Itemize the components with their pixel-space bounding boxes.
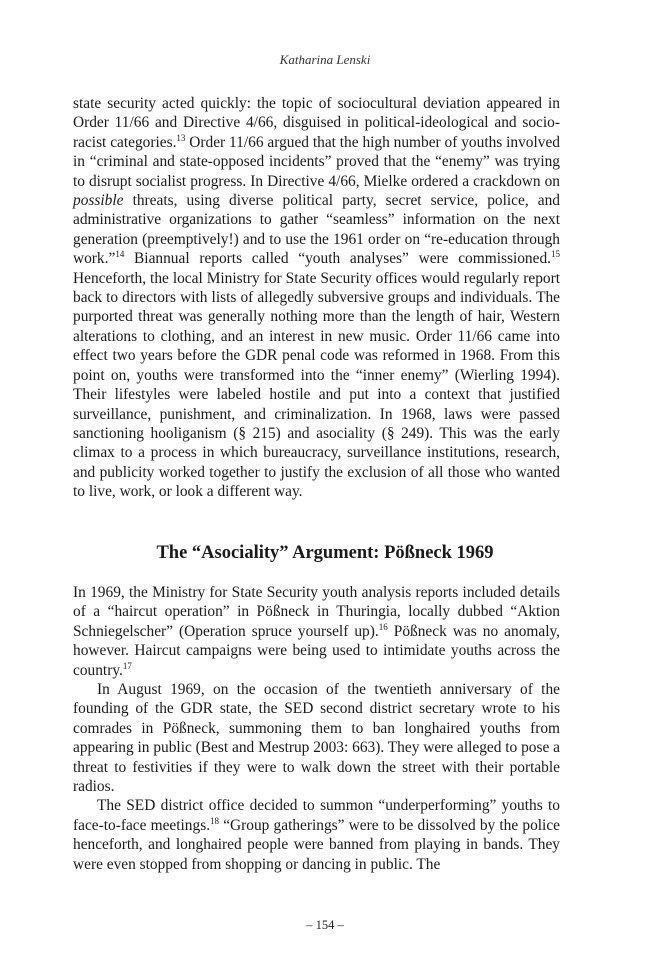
emphasized-word: possible <box>73 192 124 210</box>
paragraph-text: Order 11/66 argued that the high number of youths involved in “criminal and state-opposed incidents” proved that the “enemy” was trying to disrupt socialist progress. In Directive 4/66, Mielke ordered a crackdown on <box>73 133 560 190</box>
paragraph-text: Biannual reports called “youth analyses” were commissioned. <box>124 250 551 268</box>
page-number: – 154 – <box>306 918 344 932</box>
footnote-marker[interactable]: 16 <box>378 621 388 632</box>
paragraph-text: In August 1969, on the occasion of the twentieth anniversary of the founding of the GDR state, the SED second district secretary wrote to his comrades in Pößneck, summoning them to ban longhaired youths from appearing in public (Best and Mestrup 2003: 663). They were alleged to pose a threat to festivities if they were to walk down the street with their portable radios. <box>73 681 560 796</box>
paragraph <box>73 796 560 874</box>
paragraph-text: The SED district office decided to summon “underperforming” youths to face-to-face meetings. <box>73 797 560 834</box>
running-head: Katharina Lenski <box>279 52 371 67</box>
paragraph-text: In 1969, the Ministry for State Security youth analysis reports included details of a “haircut operation” in Pößneck in Thuringia, locally dubbed “Aktion Schniegelscher” (Operation spruce yourself up). <box>73 584 560 640</box>
section-heading: The “Asociality” Argument: Pößneck 1969 <box>156 543 494 563</box>
paragraph <box>73 680 560 796</box>
paragraph-text: Henceforth, the local Ministry for State Security offices would regularly report back to directors with lists of allegedly subversive groups and individuals. The purported threat was generally nothing more than the length of hair, Western alterations to clothing, and an interest in new music. Order 11/66 came into effect two years before the GDR penal code was reformed in 1968. From this point on, youths were transformed into the “inner enemy” (Wierling 1994). Their lifestyles were labeled hostile and put into a context that justified surveillance, punishment, and criminalization. In 1968, laws were passed sanctioning hooliganism (§ 215) and asociality (§ 249). This was the early climax to a process in which bureaucracy, surveillance institutions, research, and publicity worked together to justify the exclusion of all those who wanted to live, work, or look a different way. <box>73 269 560 501</box>
paragraph-text: “Group gatherings” were to be dissolved by the police henceforth, and longhaired people were banned from playing in bands. They were even stopped from shopping or dancing in public. The <box>73 816 560 873</box>
footnote-marker[interactable]: 15 <box>551 249 560 260</box>
paragraph-text: Pößneck was no anomaly, however. Haircut campaigns were being used to intimidate youths across the country. <box>73 622 561 679</box>
paragraph-text: state security acted quickly: the topic of sociocultural deviation appeared in Order 11/66 and Directive 4/66, disguised in political-ideological and socio-racist categories. <box>73 95 560 151</box>
body-text-upper <box>73 94 560 502</box>
paragraph <box>73 94 560 502</box>
footnote-marker[interactable]: 18 <box>210 815 220 826</box>
footnote-marker[interactable]: 17 <box>122 660 132 671</box>
footnote-marker[interactable]: 13 <box>176 132 186 143</box>
body-text-lower <box>73 583 560 874</box>
paragraph-text: threats, using diverse political party, secret service, police, and administrative organizations to gather “seamless” information on the next generation (preemptively!) and to use the 1961 order on “re-education through work.” <box>73 192 560 268</box>
paragraph <box>73 583 560 680</box>
footnote-marker[interactable]: 14 <box>115 249 125 260</box>
